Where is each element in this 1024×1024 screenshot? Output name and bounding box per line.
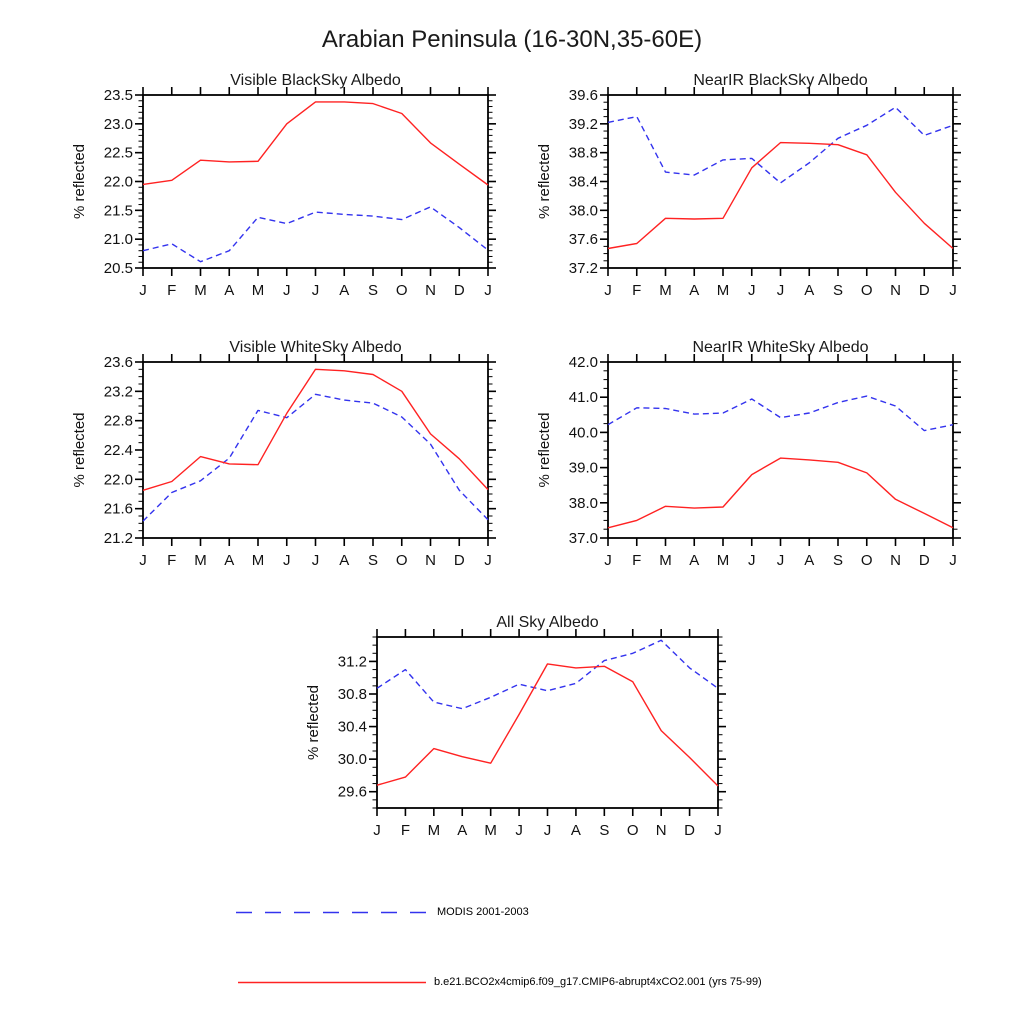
x-tick-label: S — [832, 282, 844, 299]
y-tick-label: 23.2 — [103, 383, 133, 401]
x-tick-label: J — [714, 822, 722, 839]
x-tick-label: F — [632, 552, 642, 569]
y-tick-label: 22.5 — [103, 144, 133, 162]
legend-item-modis — [235, 905, 529, 919]
y-axis-label: % reflected — [536, 412, 553, 488]
x-tick-label: N — [890, 282, 901, 299]
axes-box — [143, 362, 488, 538]
axes-box — [377, 637, 718, 808]
x-tick-label: O — [860, 552, 873, 569]
series-line-model — [143, 369, 488, 490]
chart-title: All Sky Albedo — [496, 614, 599, 631]
x-tick-label: D — [453, 282, 465, 299]
chart-nearir-blacksky-albedo — [523, 60, 971, 316]
x-tick-label: N — [890, 552, 901, 569]
x-tick-label: J — [949, 282, 957, 299]
x-tick-label: M — [659, 282, 672, 299]
x-tick-label: J — [949, 552, 957, 569]
axes-box — [608, 95, 953, 268]
series-line-modis — [143, 207, 488, 262]
x-tick-label: J — [311, 282, 320, 299]
y-tick-label: 21.6 — [103, 500, 133, 518]
axes-box — [608, 362, 953, 538]
y-tick-label: 21.5 — [103, 202, 133, 220]
series-line-modis — [608, 107, 953, 183]
y-tick-label: 37.2 — [568, 260, 598, 277]
x-tick-label: F — [632, 282, 642, 299]
y-tick-label: 38.0 — [568, 202, 598, 220]
y-tick-label: 30.0 — [337, 751, 367, 769]
x-tick-label: J — [484, 282, 492, 299]
y-axis-label: % reflected — [71, 412, 88, 488]
chart-title: Visible BlackSky Albedo — [230, 72, 401, 89]
chart-title: Visible WhiteSky Albedo — [229, 339, 402, 356]
y-axis-label: % reflected — [71, 143, 88, 220]
x-tick-label: J — [484, 552, 492, 569]
y-tick-label: 23.5 — [103, 87, 133, 104]
x-tick-label: M — [427, 822, 441, 839]
x-tick-label: S — [832, 552, 844, 569]
y-tick-label: 22.4 — [103, 442, 133, 459]
x-tick-label: N — [425, 552, 436, 569]
x-tick-label: J — [748, 552, 756, 569]
x-tick-label: D — [684, 822, 696, 839]
y-tick-label: 37.0 — [568, 530, 598, 547]
x-tick-label: O — [395, 282, 408, 299]
y-tick-label: 22.0 — [103, 471, 133, 489]
x-tick-label: S — [367, 552, 379, 569]
figure-title: Arabian Peninsula (16-30N,35-60E) — [321, 26, 703, 53]
series-line-model — [377, 664, 718, 786]
x-tick-label: M — [716, 282, 730, 299]
legend-label-modis: MODIS 2001-2003 — [437, 906, 529, 918]
x-tick-label: F — [167, 552, 177, 569]
series-line-modis — [143, 394, 488, 521]
y-tick-label: 39.2 — [568, 115, 598, 133]
chart-title: NearIR BlackSky Albedo — [693, 72, 868, 89]
x-tick-label: F — [400, 822, 411, 839]
y-tick-label: 38.0 — [568, 494, 598, 512]
x-tick-label: A — [339, 552, 350, 569]
model-line-sample-icon — [237, 976, 427, 989]
x-tick-label: J — [139, 282, 147, 299]
x-tick-label: J — [373, 822, 381, 839]
y-axis-label: % reflected — [536, 143, 553, 220]
y-tick-label: 37.6 — [568, 231, 598, 249]
x-tick-label: M — [251, 552, 265, 569]
x-tick-label: J — [543, 822, 552, 839]
modis-line-sample-icon — [235, 906, 430, 919]
x-tick-label: D — [453, 552, 465, 569]
y-tick-label: 22.0 — [103, 173, 133, 191]
chart-title: NearIR WhiteSky Albedo — [692, 339, 869, 356]
x-tick-label: J — [283, 282, 291, 299]
x-tick-label: A — [224, 552, 235, 569]
x-tick-label: A — [804, 282, 815, 299]
y-tick-label: 22.8 — [103, 412, 133, 430]
y-tick-label: 38.4 — [568, 173, 598, 191]
x-tick-label: A — [570, 822, 581, 839]
y-tick-label: 42.0 — [568, 354, 598, 371]
x-tick-label: N — [425, 282, 436, 299]
axes-box — [143, 95, 488, 268]
x-tick-label: M — [251, 282, 265, 299]
x-tick-label: M — [194, 282, 207, 299]
y-tick-label: 31.2 — [337, 653, 367, 671]
y-tick-label: 23.6 — [103, 354, 133, 371]
chart-canvas — [523, 327, 971, 586]
series-line-model — [143, 102, 488, 185]
x-tick-label: O — [860, 282, 873, 299]
y-tick-label: 39.0 — [568, 459, 598, 477]
x-tick-label: S — [367, 282, 379, 299]
x-tick-label: F — [167, 282, 177, 299]
legend-label-model: b.e21.BCO2x4cmip6.f09_g17.CMIP6-abrupt4xCO2.001 (yrs 75-99) — [434, 976, 762, 988]
x-tick-label: A — [804, 552, 815, 569]
x-tick-label: J — [283, 552, 291, 569]
series-line-modis — [377, 640, 718, 708]
y-tick-label: 38.8 — [568, 144, 598, 162]
x-tick-label: M — [484, 822, 497, 839]
y-tick-label: 20.5 — [103, 260, 133, 277]
x-tick-label: O — [395, 552, 408, 569]
x-tick-label: S — [599, 822, 610, 839]
x-tick-label: J — [776, 282, 785, 299]
x-tick-label: A — [457, 822, 468, 839]
y-tick-label: 30.8 — [337, 686, 367, 703]
x-tick-label: A — [339, 282, 350, 299]
x-tick-label: M — [659, 552, 672, 569]
series-line-model — [608, 143, 953, 249]
y-tick-label: 40.0 — [568, 424, 598, 442]
x-tick-label: J — [604, 552, 612, 569]
x-tick-label: A — [689, 552, 700, 569]
y-tick-label: 29.6 — [337, 783, 367, 801]
chart-visible-blacksky-albedo — [58, 60, 506, 316]
chart-canvas — [292, 602, 736, 856]
y-tick-label: 21.2 — [103, 530, 133, 547]
chart-all-sky-albedo — [292, 602, 736, 856]
x-tick-label: J — [776, 552, 785, 569]
x-tick-label: J — [515, 822, 523, 839]
x-tick-label: J — [311, 552, 320, 569]
x-tick-label: J — [748, 282, 756, 299]
x-tick-label: D — [918, 552, 930, 569]
x-tick-label: N — [655, 822, 667, 839]
x-tick-label: D — [918, 282, 930, 299]
y-axis-label: % reflected — [305, 684, 322, 761]
chart-nearir-whitesky-albedo — [523, 327, 971, 586]
x-tick-label: A — [224, 282, 235, 299]
x-tick-label: M — [716, 552, 730, 569]
y-tick-label: 39.6 — [568, 87, 598, 104]
y-tick-label: 41.0 — [568, 389, 598, 407]
y-tick-label: 21.0 — [103, 231, 133, 249]
chart-visible-whitesky-albedo — [58, 327, 506, 586]
x-tick-label: M — [194, 552, 207, 569]
x-tick-label: A — [689, 282, 700, 299]
series-line-modis — [608, 396, 953, 431]
chart-canvas — [58, 60, 506, 316]
x-tick-label: J — [604, 282, 612, 299]
series-line-model — [608, 458, 953, 528]
x-tick-label: J — [139, 552, 147, 569]
x-tick-label: O — [626, 822, 639, 839]
chart-canvas — [523, 60, 971, 316]
y-tick-label: 30.4 — [337, 718, 367, 736]
chart-canvas — [58, 327, 506, 586]
y-tick-label: 23.0 — [103, 115, 133, 133]
legend-item-model — [237, 975, 762, 989]
